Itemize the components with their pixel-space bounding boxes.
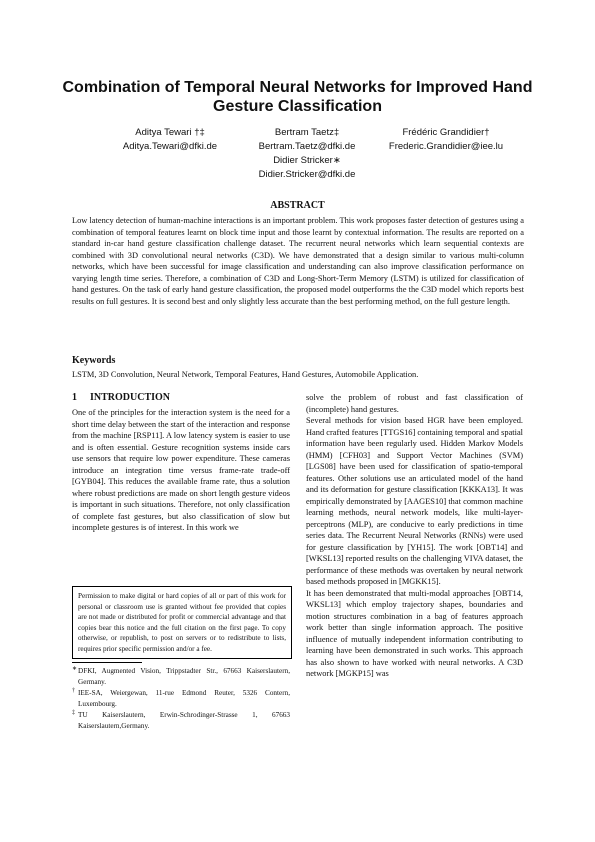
author-name: Didier Stricker∗ bbox=[273, 155, 341, 166]
footnote bbox=[72, 688, 290, 709]
author-email: Didier.Stricker@dfki.de bbox=[258, 169, 356, 180]
footnote-mark: ∗ bbox=[72, 666, 78, 672]
paragraph: Several methods for vision based HGR have been employed. Hand crafted features [TTGS16] containing temporal and spatial information have been regularly used. Hidden Markov Models (HMM) [CFH03] and Support Vector Machines (SVM) [LGS08] have been used for classification of spatio-temporal features. Other solutions use an articulated model of the hand and its deformation for gesture classification [KKKA13]. It was empirically demonstrated by [AAGES10] that common machine learning methods, neural network models, like multi-layer-perceptrons (MLP), are conducive to early predictions in time series data. The Recurrent Neural Networks (RNNs) were used for gesture classification by [YH15]. The work [OBT14] and [WKSL13] reported results on the challenging VIVA dataset, the performance of these methods was overtaken by neural network based methods proposed in [MGKK15]. bbox=[306, 416, 523, 586]
footnote bbox=[72, 710, 290, 731]
author-block bbox=[376, 126, 516, 154]
paragraph: It has been demonstrated that multi-modal approaches [OBT14, WKSL13] which employ trajectory shapes, boundaries and motion structures combination in a bag of features approach work better than single information approach. The positive influence of mutually independent information contributing to learning have been demonstrated in such works. This approach has also shown to have worked with neural networks. A C3D network [MGKP15] was bbox=[306, 588, 523, 678]
footnote-text: DFKI, Augmented Vision, Trippstadter Str., 67663 Kaiserslautern, Germany. bbox=[78, 667, 290, 686]
section-title: INTRODUCTION bbox=[90, 392, 171, 403]
permission-notice: Permission to make digital or hard copies of all or part of this work for personal or classroom use is granted without fee provided that copies are not made or distributed for profit or commercial advantage and that copies bear this notice and the full citation on the first page. To copy otherwise, or republish, to post on servers or to redistribute to lists, requires prior specific permission and/or a fee. bbox=[72, 586, 292, 659]
author-name: Aditya Tewari †‡ bbox=[135, 127, 205, 138]
footnote bbox=[72, 666, 290, 687]
intro-column-left: One of the principles for the interaction system is the need for a short time delay between the start of the interaction and response from the machine [RSP11]. A low latency system is easier to use and is often essential. Gesture recognition systems inside cars use sensors that require low power expenditure. These cameras introduce an integration time versus frame-rate trade-off [GYB04]. This reduces the available frame rate, thus a solution where robust predictions are made on short length gesture videos is important in such situations. Therefore, not only classification of complete fast gestures, but also classification of slow but incomplete gestures is of interest. In this work we bbox=[72, 408, 290, 532]
footnote-mark: ‡ bbox=[72, 710, 75, 716]
keywords-text: LSTM, 3D Convolution, Neural Network, Temporal Features, Hand Gestures, Automobile Application. bbox=[72, 370, 419, 379]
footnotes bbox=[72, 666, 290, 732]
author-name: Frédéric Grandidier† bbox=[402, 127, 490, 138]
section-number: 1 bbox=[72, 392, 77, 403]
author-block bbox=[110, 126, 230, 154]
intro-column-right bbox=[306, 392, 523, 680]
author-email: Bertram.Taetz@dfki.de bbox=[258, 141, 356, 152]
keywords-heading: Keywords bbox=[72, 355, 116, 366]
abstract-heading: ABSTRACT bbox=[270, 200, 325, 211]
author-name: Bertram Taetz‡ bbox=[274, 127, 340, 138]
section-heading bbox=[72, 392, 170, 403]
footnote-rule bbox=[72, 662, 142, 663]
abstract-text: Low latency detection of human-machine interactions is an important problem. This work proposes faster detection of gestures using a combination of temporal features learnt on block time input and those learnt by contextual information. The results are reported on a standard in-car hand gesture classification challenge dataset. The recurrent neural networks which learn sequential contexts are combined with 3D convolutional neural networks (C3D). We have demonstrated that a design similar to various multi-column networks, which have been successful for image classification and understanding can also improve classification performance on varying length time series. Therefore, a combination of C3D and Long-Short-Term Memory (LSTM) is utilized for classification of hand gestures. On the task of early hand gesture classification, the proposed model outperforms the the C3D model which reports best results on full gestures. It is second best and only slightly less accurate than the best performing method, on the full gesture length. bbox=[72, 216, 524, 306]
footnote-text: TU Kaiserslautern, Erwin-Schrodinger-Strasse 1, 67663 Kaiserslautern,Germany. bbox=[78, 711, 290, 730]
author-block bbox=[242, 126, 372, 182]
footnote-text: IEE-SA, Weiergewan, 11-rue Edmond Reuter, 5326 Contern, Luxembourg. bbox=[78, 689, 290, 708]
paragraph: solve the problem of robust and fast classification of (incomplete) hand gestures. bbox=[306, 393, 523, 414]
footnote-mark: † bbox=[72, 688, 75, 694]
author-email: Frederic.Grandidier@iee.lu bbox=[388, 141, 504, 152]
paper-title: Combination of Temporal Neural Networks for Improved Hand Gesture Classification bbox=[62, 79, 533, 115]
author-email: Aditya.Tewari@dfki.de bbox=[122, 141, 218, 152]
